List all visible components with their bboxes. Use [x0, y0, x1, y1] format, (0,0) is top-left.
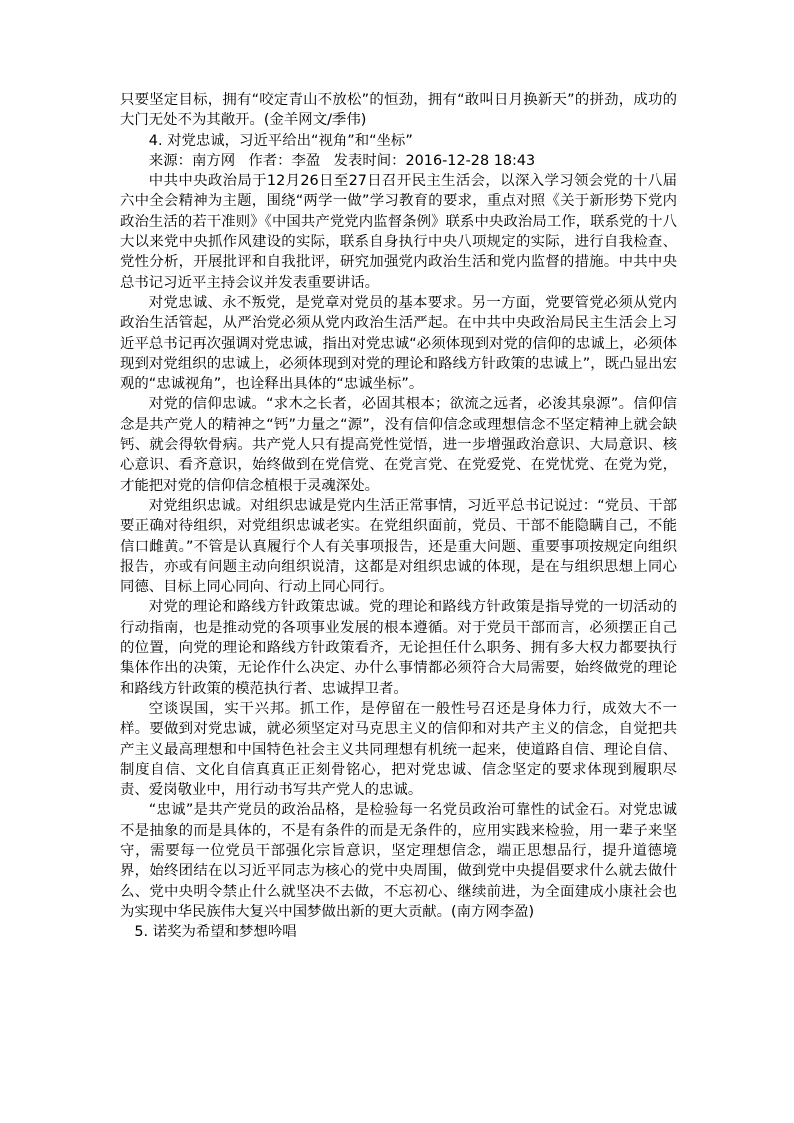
section-4-heading: 4. 对党忠诚，习近平给出“视角”和“坐标”: [148, 132, 413, 149]
body-paragraph: 对党的理论和路线方针政策忠诚。党的理论和路线方针政策是指导党的一切活动的行动指南，也是推动党的各项事业发展的根本遵循。对于党员干部而言，必须摆正自己的位置，向党的理论和路线方针政策看齐，无论担任什么职务、拥有多大权力都要执行集体作出的决策，无论作什么决定、办什么事情都必须符合大局需要，始终做党的理论和路线方针政策的模范执行者、忠诚捍卫者。: [120, 599, 677, 697]
section-5-heading: 5. 诺奖为希望和梦想吟唱: [134, 924, 297, 941]
publish-time-label: 发表时间：2016-12-28 18:43: [333, 152, 536, 169]
source-label: 来源：南方网: [148, 152, 236, 169]
document-page: [120, 90, 677, 942]
body-paragraph: “忠诚”是共产党员的政治品格，是检验每一名党员政治可靠性的试金石。对党忠诚不是抽象的而是具体的，不是有条件的而是无条件的，应用实践来检验，用一辈子来坚守，需要每一位党员干部强化宗旨意识，坚定理想信念，端正思想品行，提升道德境界，始终团结在以习近平同志为核心的党中央周围，做到党中央提倡要求什么就去做什么、党中央明令禁止什么就坚决不去做，不忘初心、继续前进，为全面建成小康社会也为实现中华民族伟大复兴中国梦做出新的更大贡献。(南方网李盈): [120, 802, 677, 920]
author-label: 作者：李盈: [248, 152, 321, 169]
intro-paragraph: 只要坚定目标，拥有“咬定青山不放松”的恒劲，拥有“敢叫日月换新天”的拼劲，成功的大门无处不为其敞开。(金羊网文/季伟): [120, 92, 677, 129]
body-paragraph: 空谈误国，实干兴邦。抓工作，是停留在一般性号召还是身体力行，成效大不一样。要做到对党忠诚，就必须坚定对马克思主义的信仰和对共产主义的信念，自觉把共产主义最高理想和中国特色社会主义共同理想有机统一起来，使道路自信、理论自信、制度自信、文化自信真真正正刻骨铭心，把对党忠诚、信念坚定的要求体现到履职尽责、爱岗敬业中，用行动书写共产党人的忠诚。: [120, 700, 677, 799]
body-paragraph: 对党忠诚、永不叛党，是党章对党员的基本要求。另一方面，党要管党必须从党内政治生活管起，从严治党必须从党内政治生活严起。在中共中央政治局民主生活会上习近平总书记再次强调对党忠诚，指出对党忠诚“必须体现到对党的信仰的忠诚上，必须体现到对党组织的忠诚上，必须体现到对党的理论和路线方针政策的忠诚上”，既凸显出宏观的“忠诚视角”，也诠释出具体的“忠诚坐标”。: [120, 294, 677, 393]
body-paragraph: 中共中央政治局于12月26日至27日召开民主生活会，以深入学习领会党的十八届六中全会精神为主题，围绕“两学一做”学习教育的要求，重点对照《关于新形势下党内政治生活的若干准则》《中国共产党党内监督条例》联系中央政治局工作，联系党的十八大以来党中央抓作风建设的实际，联系自身执行中央八项规定的实际，进行自我检查、党性分析，开展批评和自我批评，研究加强党内政治生活和党内监督的措施。中共中央总书记习近平主持会议并发表重要讲话。: [120, 173, 677, 291]
article-source-line: [120, 151, 677, 171]
body-paragraph: 对党组织忠诚。对组织忠诚是党内生活正常事情，习近平总书记说过：“党员、干部要正确对待组织，对党组织忠诚老实。在党组织面前，党员、干部不能隐瞒自己，不能信口雌黄。”不管是认真履行个人有关事项报告，还是重大问题、重要事项按规定向组织报告，亦或有问题主动向组织说清，这都是对组织忠诚的体现，是在与组织思想上同心同德、目标上同心同向、行动上同心同行。: [120, 497, 677, 596]
body-paragraph: 对党的信仰忠诚。“求木之长者，必固其根本；欲流之远者，必浚其泉源”。信仰信念是共产党人的精神之“钙”力量之“源”，没有信仰信念或理想信念不坚定精神上就会缺钙、就会得软骨病。共产党人只有提高党性觉悟，进一步增强政治意识、大局意识、核心意识、看齐意识，始终做到在党信党、在党言党、在党爱党、在党忧党、在党为党，才能把对党的信仰信念植根于灵魂深处。: [120, 396, 677, 494]
